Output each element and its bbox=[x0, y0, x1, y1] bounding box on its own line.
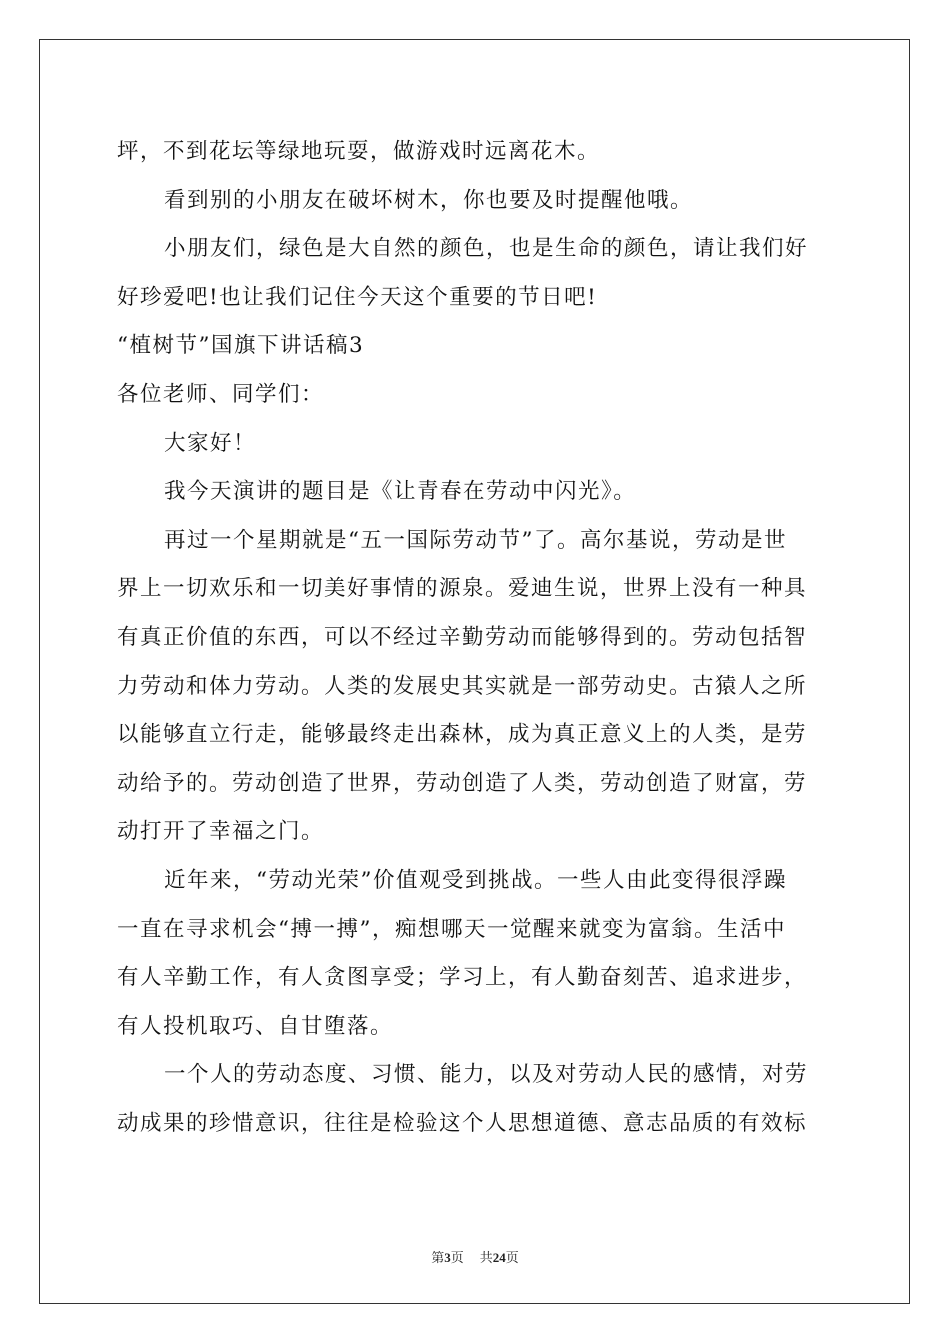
text-line: 再过一个星期就是“五一国际劳动节”了。高尔基说，劳动是世 bbox=[164, 527, 787, 553]
text-line: 界上一切欢乐和一切美好事情的源泉。爱迪生说，世界上没有一种具 bbox=[117, 576, 808, 602]
text-line: 小朋友们，绿色是大自然的颜色，也是生命的颜色，请让我们好 bbox=[164, 236, 809, 262]
text-line: 有人投机取巧、自甘堕落。 bbox=[117, 1013, 394, 1039]
page-footer bbox=[0, 1247, 950, 1266]
total-suffix: 页 bbox=[505, 1250, 519, 1265]
text-line: 有真正价值的东西，可以不经过辛勤劳动而能够得到的。劳动包括智 bbox=[117, 624, 808, 650]
text-line: 力劳动和体力劳动。人类的发展史其实就是一部劳动史。古猿人之所 bbox=[117, 673, 808, 699]
greeting: 大家好！ bbox=[164, 430, 257, 456]
text-line: 好珍爱吧!也让我们记住今天这个重要的节日吧! bbox=[117, 284, 598, 310]
text-line: 有人辛勤工作，有人贪图享受；学习上，有人勤奋刻苦、追求进步， bbox=[117, 965, 808, 991]
text-line: 我今天演讲的题目是《让青春在劳动中闪光》。 bbox=[164, 479, 637, 505]
page-prefix: 第 bbox=[431, 1250, 445, 1265]
total-prefix: 共 bbox=[479, 1250, 493, 1265]
text-line: 看到别的小朋友在破坏树木，你也要及时提醒他哦。 bbox=[164, 187, 694, 213]
text-line: 以能够直立行走，能够最终走出森林，成为真正意义上的人类，是劳 bbox=[117, 722, 808, 748]
text-line: 动成果的珍惜意识，往往是检验这个人思想道德、意志品质的有效标 bbox=[117, 1110, 808, 1136]
section-heading: “植树节”国旗下讲话稿3 bbox=[117, 333, 365, 359]
document-body bbox=[117, 128, 833, 1148]
text-line: 坪，不到花坛等绿地玩耍，做游戏时远离花木。 bbox=[117, 139, 601, 164]
text-line: 动打开了幸福之门。 bbox=[117, 819, 325, 845]
salutation: 各位老师、同学们： bbox=[117, 381, 325, 407]
text-line: 一个人的劳动态度、习惯、能力，以及对劳动人民的感情，对劳 bbox=[164, 1062, 809, 1088]
text-line: 近年来，“劳动光荣”价值观受到挑战。一些人由此变得很浮躁 bbox=[164, 867, 787, 893]
text-line: 一直在寻求机会“搏一搏”，痴想哪天一觉醒来就变为富翁。生活中 bbox=[117, 916, 786, 942]
page-number: 3 bbox=[444, 1250, 451, 1265]
page-suffix: 页 bbox=[450, 1250, 464, 1265]
text-line: 动给予的。劳动创造了世界，劳动创造了人类，劳动创造了财富，劳 bbox=[117, 770, 808, 796]
total-pages: 24 bbox=[492, 1250, 506, 1265]
